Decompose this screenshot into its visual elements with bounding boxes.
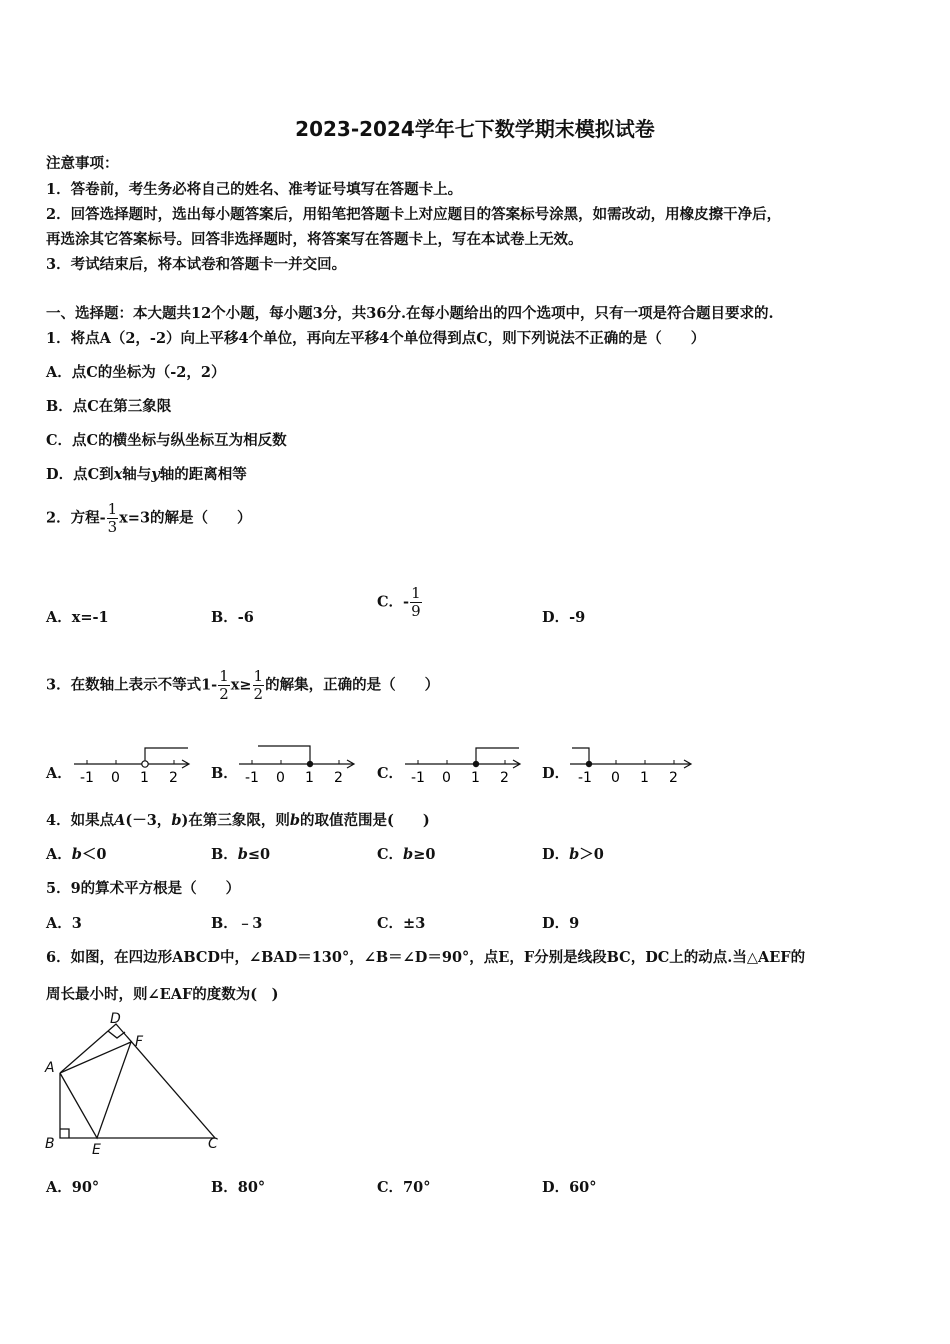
tick-label: -1	[578, 770, 592, 786]
q5-option-c[interactable]: C．±3	[377, 915, 426, 932]
label-a: A	[45, 1060, 55, 1076]
q1-option-d[interactable]: D．点C到x轴与y轴的距离相等	[46, 466, 247, 483]
q6-option-a[interactable]: A．90°	[46, 1179, 100, 1196]
q6-stem-line2: 周长最小时，则∠EAF的度数为( )	[46, 986, 279, 1003]
tick-label: 1	[305, 770, 314, 786]
tick-label: 2	[334, 770, 343, 786]
label-e: E	[92, 1142, 101, 1158]
tick-label: 1	[640, 770, 649, 786]
q2-stem: 2．方程- $\frac{1}{3}$ x=3的解是（ ）	[46, 500, 252, 536]
q4-stem: 4．如果点A(－3，b)在第三象限，则b的取值范围是( )	[46, 812, 430, 829]
q1-stem: 1．将点A（2，-2）向上平移4个单位，再向左平移4个单位得到点C，则下列说法不正确的是（ ）	[46, 330, 706, 347]
label-c: C	[208, 1136, 218, 1152]
q6-stem-line1: 6．如图，在四边形ABCD中，∠BAD＝130°，∠B＝∠D＝90°，点E，F分别是线段BC，DC上的动点.当△AEF的	[46, 949, 806, 966]
tick-label: 0	[276, 770, 285, 786]
label-f: F	[135, 1034, 144, 1050]
q6-option-c[interactable]: C．70°	[377, 1179, 431, 1196]
q4-option-a[interactable]: A．b＜0	[46, 846, 107, 863]
label-b: B	[45, 1136, 55, 1152]
q5-option-a[interactable]: A．3	[46, 915, 82, 932]
notice-heading: 注意事项：	[46, 155, 119, 172]
q3-fraction-2: $\frac{1}{2}$	[253, 667, 264, 703]
tick-label: 2	[169, 770, 178, 786]
q3-option-c-label[interactable]: C．	[377, 765, 404, 782]
q6-quadrilateral-figure	[40, 1008, 230, 1158]
section-heading: 一、选择题：本大题共12个小题，每小题3分，共36分.在每小题给出的四个选项中，只有一项是符合题目要求的.	[46, 305, 774, 322]
q1-option-b[interactable]: B．点C在第三象限	[46, 398, 172, 415]
tick-label: 0	[111, 770, 120, 786]
q1-option-c[interactable]: C．点C的横坐标与纵坐标互为相反数	[46, 432, 287, 449]
tick-label: 2	[500, 770, 509, 786]
tick-label: -1	[80, 770, 94, 786]
notice-item-2b: 再选涂其它答案标号。回答非选择题时，将答案写在答题卡上，写在本试卷上无效。	[46, 231, 583, 248]
q5-stem: 5．9的算术平方根是（ ）	[46, 880, 241, 897]
notice-item-3: 3．考试结束后，将本试卷和答题卡一并交回。	[46, 256, 347, 273]
q3-option-d-label[interactable]: D．	[542, 765, 570, 782]
page-title: 2023-2024学年七下数学期末模拟试卷	[295, 117, 655, 141]
q3-option-a-label[interactable]: A．	[46, 765, 72, 782]
tick-label: -1	[411, 770, 425, 786]
q3-option-b-label[interactable]: B．	[211, 765, 238, 782]
q3-option-a-numberline[interactable]	[68, 740, 198, 788]
right-angle-b	[60, 1129, 69, 1138]
q4-option-b[interactable]: B．b≤0	[211, 846, 271, 863]
q3-stem: 3．在数轴上表示不等式1- $\frac{1}{2}$ x≥ $\frac{1}{2}$ 的解集，正确的是（ ）	[46, 667, 440, 703]
q5-option-b[interactable]: B．﹣3	[211, 915, 263, 932]
q5-option-d[interactable]: D．9	[542, 915, 580, 932]
q3-option-d-numberline[interactable]	[564, 740, 694, 788]
q2-option-b[interactable]: B．-6	[211, 609, 254, 626]
q2-option-d[interactable]: D．-9	[542, 609, 586, 626]
q6-option-b[interactable]: B．80°	[211, 1179, 266, 1196]
q3-option-b-numberline[interactable]	[233, 740, 363, 788]
notice-item-1: 1．答卷前，考生务必将自己的姓名、准考证号填写在答题卡上。	[46, 181, 463, 198]
tick-label: 2	[669, 770, 678, 786]
triangle-aef	[60, 1042, 131, 1138]
tick-label: 0	[611, 770, 620, 786]
q2-fraction: $\frac{1}{3}$	[107, 500, 118, 536]
q4-option-d[interactable]: D．b＞0	[542, 846, 604, 863]
q2-option-c[interactable]: C．- $\frac{1}{9}$	[377, 584, 421, 620]
tick-label: -1	[245, 770, 259, 786]
tick-label: 0	[442, 770, 451, 786]
tick-label: 1	[140, 770, 149, 786]
label-d: D	[110, 1011, 121, 1027]
q4-option-c[interactable]: C．b≥0	[377, 846, 436, 863]
q3-fraction-1: $\frac{1}{2}$	[219, 667, 229, 703]
q2-option-c-fraction: $\frac{1}{9}$	[411, 584, 421, 620]
q6-option-d[interactable]: D．60°	[542, 1179, 597, 1196]
q1-option-a[interactable]: A．点C的坐标为（-2，2）	[46, 364, 226, 381]
tick-label: 1	[471, 770, 480, 786]
q2-option-a[interactable]: A．x=-1	[46, 609, 109, 626]
notice-item-2a: 2．回答选择题时，选出每小题答案后，用铅笔把答题卡上对应题目的答案标号涂黑，如需改动，用橡皮擦干净后，	[46, 206, 782, 223]
q3-option-c-numberline[interactable]	[399, 740, 529, 788]
